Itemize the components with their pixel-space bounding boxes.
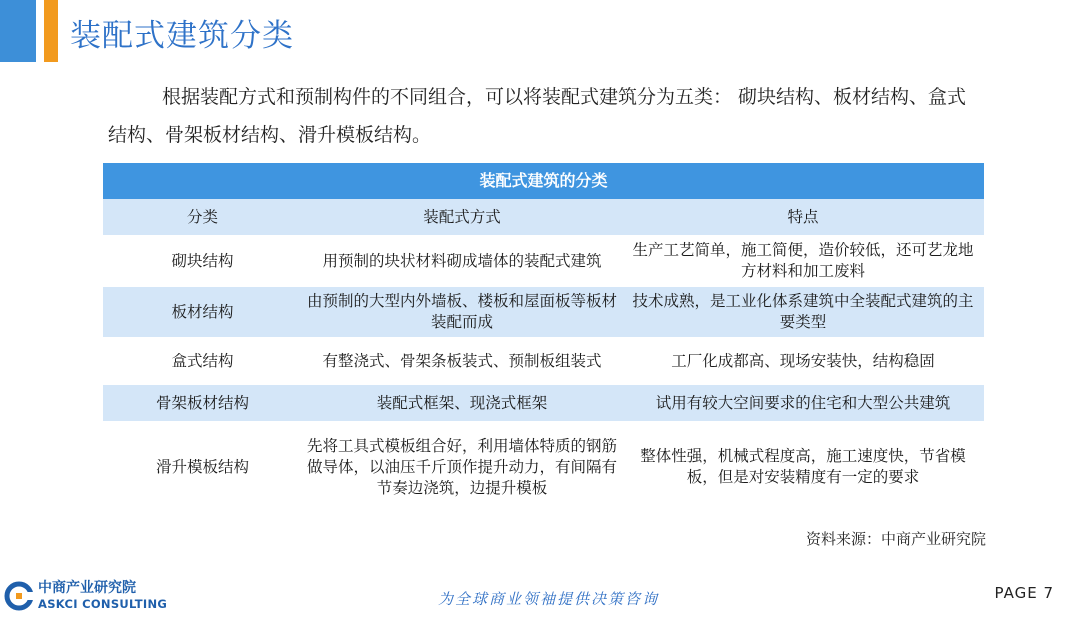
footer-slogan: 为全球商业领袖提供决策咨询 [438,590,660,608]
cell-method: 有整浇式、骨架条板装式、预制板组装式 [322,351,602,370]
table-row [103,385,984,421]
cell-category: 滑升模板结构 [155,457,249,476]
table-row [103,337,984,385]
column-header-feature: 特点 [787,207,819,226]
column-header-method: 装配式方式 [423,207,501,226]
page-title: 装配式建筑分类 [70,18,294,54]
cell-method: 装配式框架、现浇式框架 [376,393,548,412]
table-row [103,421,984,513]
cell-method: 由预制的大型内外墙板、楼板和屋面板等板材装配而成 [306,292,617,331]
cell-feature: 生产工艺简单，施工简便，造价较低，还可艺龙地方材料和加工废料 [632,241,974,280]
page-number: PAGE 7 [994,584,1054,602]
table-title: 装配式建筑的分类 [103,163,984,199]
askci-logo-icon [4,581,34,611]
cell-method: 用预制的块状材料砌成墙体的装配式建筑 [322,251,602,270]
cell-category: 盒式结构 [171,351,234,370]
cell-feature: 技术成熟，是工业化体系建筑中全装配式建筑的主要类型 [632,292,974,331]
cell-method: 先将工具式模板组合好，利用墙体特质的钢筋做导体，以油压千斤顶作提升动力，有间隔有节奏边浇筑，边提升模板 [306,436,617,497]
intro-paragraph: 根据装配方式和预制构件的不同组合，可以将装配式建筑分为五类： 砌块结构、板材结构、盒式结构、骨架板材结构、滑升模板结构。 [108,86,967,146]
header-accent-blue [0,0,36,62]
logo-english-name: ASKCI CONSULTING [38,597,168,611]
cell-category: 砌块结构 [171,251,234,270]
cell-category: 骨架板材结构 [155,393,249,412]
cell-feature: 工厂化成都高、现场安装快，结构稳固 [671,351,935,370]
cell-feature: 试用有较大空间要求的住宅和大型公共建筑 [655,393,951,412]
logo-chinese-name: 中商产业研究院 [38,580,136,596]
source-note: 资料来源：中商产业研究院 [805,530,986,548]
table-row [103,235,984,287]
cell-feature: 整体性强，机械式程度高，施工速度快，节省模板，但是对安装精度有一定的要求 [640,447,966,486]
table-header-row [103,199,984,235]
company-logo [4,580,167,612]
classification-table [103,163,984,513]
cell-category: 板材结构 [171,302,234,321]
table-row [103,287,984,337]
header-accent-orange [44,0,58,62]
column-header-category: 分类 [186,207,218,226]
